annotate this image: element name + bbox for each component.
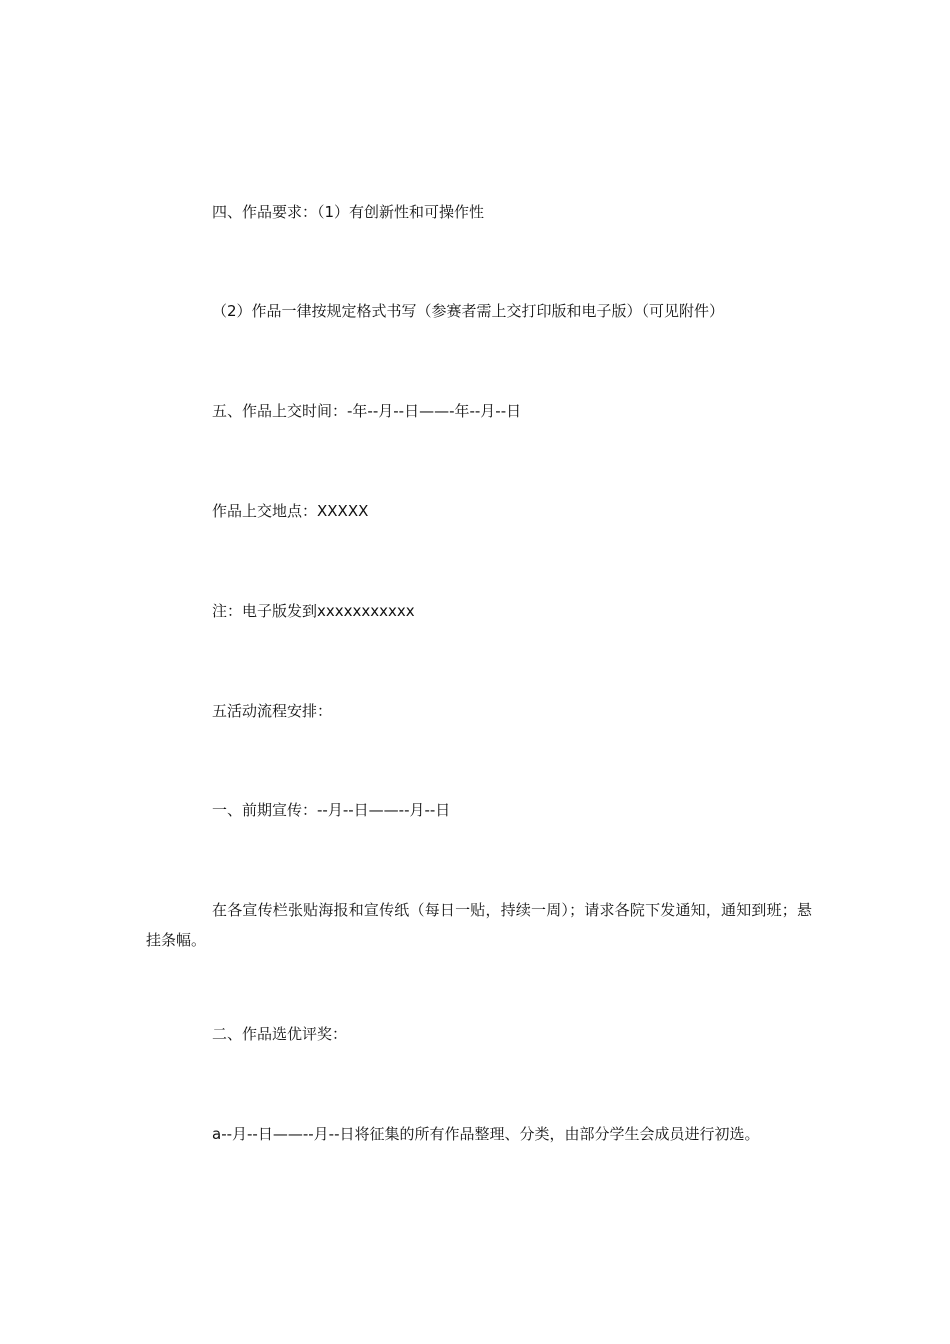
paragraph-submission-time: 五、作品上交时间：-年--月--日——-年--月--日	[212, 402, 522, 420]
paragraph-email-note: 注：电子版发到xxxxxxxxxxx	[212, 602, 415, 620]
paragraph-promotion-details: 在各宣传栏张贴海报和宣传纸（每日一贴，持续一周）；请求各院下发通知，通知到班；悬挂条幅。	[146, 901, 812, 949]
paragraph-selection-heading: 二、作品选优评奖：	[212, 1025, 348, 1043]
paragraph-initial-selection: a--月--日——--月--日将征集的所有作品整理、分类，由部分学生会成员进行初选。	[212, 1125, 760, 1143]
paragraph-work-requirements: 四、作品要求：（1）有创新性和可操作性	[212, 203, 485, 221]
paragraph-format-rule: （2）作品一律按规定格式书写（参赛者需上交打印版和电子版）（可见附件）	[212, 302, 725, 320]
paragraph-submission-place: 作品上交地点：XXXXX	[212, 502, 369, 520]
paragraph-process-heading: 五活动流程安排：	[212, 702, 333, 720]
paragraph-promotion-phase: 一、前期宣传：--月--日——--月--日	[212, 801, 451, 819]
